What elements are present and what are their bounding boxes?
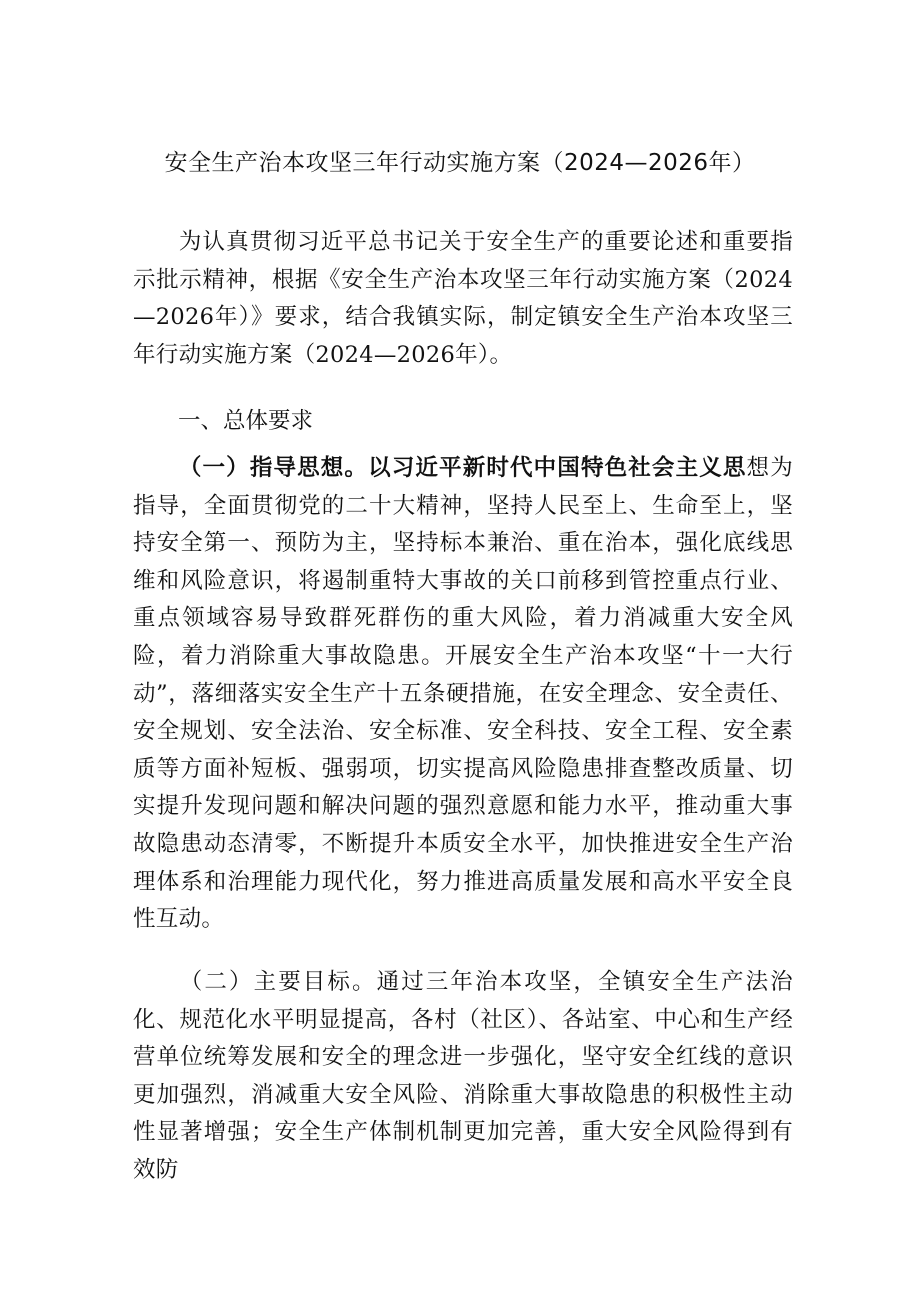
guiding-thought-lead: （一）指导思想。以习近平新时代中国特色社会主义思: [178, 455, 747, 481]
guiding-thought-text: 想为指导，全面贯彻党的二十大精神，坚持人民至上、生命至上，坚持安全第一、预防为主，坚持标本兼治、重在治本，强化底线思维和风险意识，将遏制重特大事故的关口前移到管控重点行业、重点领域容易导致群死群伤的重大风险，着力消减重大安全风险，着力消除重大事故隐患。开展安全生产治本攻坚“十一大行动”，落细落实安全生产十五条硬措施，在安全理念、安全责任、安全规划、安全法治、安全标准、安全科技、安全工程、安全素质等方面补短板、强弱项，切实提高风险隐患排查整改质量、切实提升发现问题和解决问题的强烈意愿和能力水平，推动重大事故隐患动态清零，不断提升本质安全水平，加快推进安全生产治理体系和治理能力现代化，努力推进高质量发展和高水平安全良性互动。: [133, 455, 794, 933]
document-title: 安全生产治本攻坚三年行动实施方案（2024—2026年）: [164, 150, 756, 176]
section-heading: 一、总体要求: [178, 408, 314, 434]
intro-text: 为认真贯彻习近平总书记关于安全生产的重要论述和重要指示批示精神，根据《安全生产治本攻坚三年行动实施方案（2024—2026年）》要求，结合我镇实际，制定镇安全生产治本攻坚三年行动实施方案（2024—2026年）。: [133, 229, 793, 368]
main-goals-text: （二）主要目标。通过三年治本攻坚，全镇安全生产法治化、规范化水平明显提高，各村（社区）、各站室、中心和生产经营单位统筹发展和安全的理念进一步强化，坚守安全红线的意识更加强烈，消减重大安全风险、消除重大事故隐患的积极性主动性显著增强；安全生产体制机制更加完善，重大安全风险得到有效防: [133, 969, 793, 1183]
guiding-thought-paragraph: [133, 450, 793, 939]
main-goals-paragraph: [133, 964, 793, 1190]
intro-paragraph: [133, 224, 793, 374]
